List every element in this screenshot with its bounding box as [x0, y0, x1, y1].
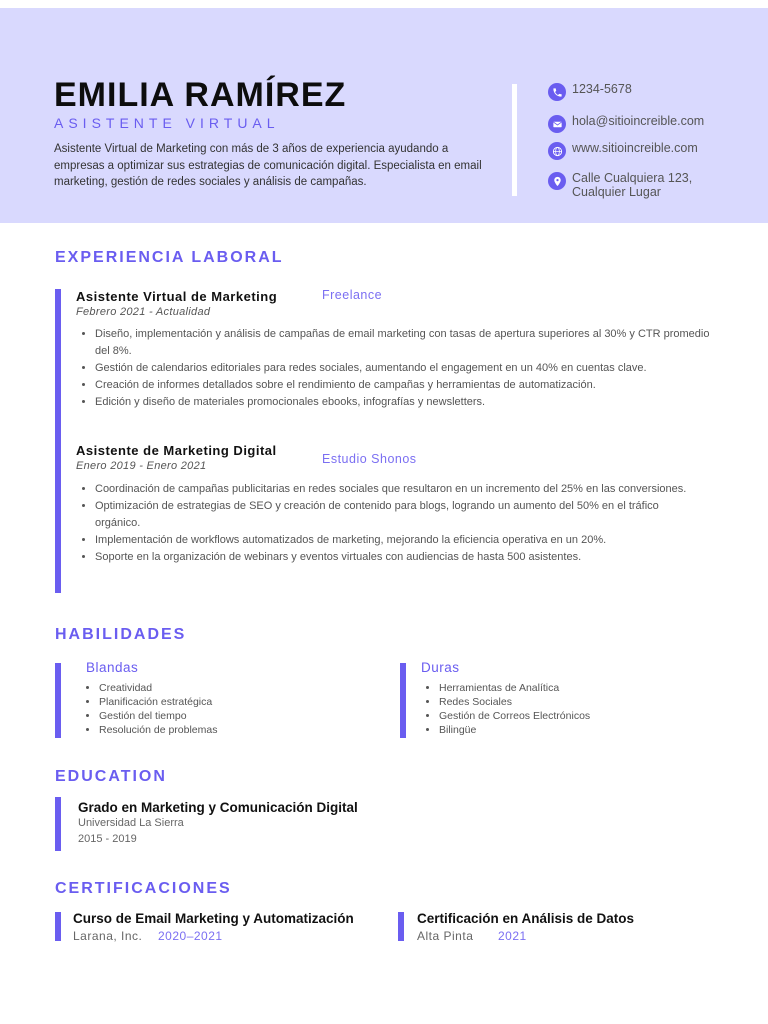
skills-hard-accent-bar	[400, 663, 406, 738]
cert-org: Larana, Inc.	[73, 929, 143, 943]
contact-phone: 1234-5678	[548, 83, 632, 101]
section-title-skills: HABILIDADES	[55, 626, 187, 643]
job-title: Asistente Virtual de Marketing	[76, 289, 278, 304]
list-item: • Planificación estratégica	[99, 695, 217, 709]
list-item: • Gestión de Correos Electrónicos	[439, 709, 590, 723]
experience-accent-bar	[55, 289, 61, 593]
candidate-name: EMILIA RAMÍREZ	[54, 76, 347, 114]
section-title-experience: EXPERIENCIA LABORAL	[55, 249, 284, 266]
job-title: Asistente de Marketing Digital	[76, 443, 277, 458]
list-item: • Diseño, implementación y análisis de campañas de email marketing con tasas de apertura superiores al 30% y CTR promedio del 8%.	[95, 326, 715, 360]
list-item: • Redes Sociales	[439, 695, 590, 709]
section-title-certifications: CERTIFICACIONES	[55, 880, 232, 897]
list-item: • Coordinación de campañas publicitarias en redes sociales que resultaron en un incremento del 25% en las conversiones.	[95, 481, 705, 498]
cert-title: Certificación en Análisis de Datos	[417, 911, 635, 926]
list-item: • Herramientas de Analítica	[439, 681, 590, 695]
contact-website[interactable]: www.sitioincreible.com	[548, 142, 698, 160]
job-date: Enero 2019 - Enero 2021	[76, 460, 207, 472]
skills-soft-accent-bar	[55, 663, 61, 738]
cert-org: Alta Pinta	[417, 929, 474, 943]
job-date: Febrero 2021 - Actualidad	[76, 306, 211, 318]
list-item: • Implementación de workflows automatizados de marketing, mejorando la eficiencia operativa en un 20%.	[95, 532, 705, 549]
cert-accent-bar	[398, 912, 404, 941]
skills-soft-heading: Blandas	[86, 660, 139, 675]
skills-hard-list	[425, 681, 590, 737]
education-degree: Grado en Marketing y Comunicación Digital	[78, 800, 358, 815]
cert-accent-bar	[55, 912, 61, 941]
education-years: 2015 - 2019	[78, 833, 137, 845]
phone-icon	[548, 83, 566, 101]
list-item: • Soporte en la organización de webinars y eventos virtuales con audiencias de hasta 500 asistentes.	[95, 549, 705, 566]
location-pin-icon	[548, 172, 566, 190]
mail-icon	[548, 115, 566, 133]
header-divider	[512, 84, 517, 196]
section-title-education: EDUCATION	[55, 768, 167, 785]
education-school: Universidad La Sierra	[78, 817, 184, 829]
skills-hard-heading: Duras	[421, 660, 460, 675]
skills-soft-list	[85, 681, 217, 737]
list-item: • Gestión de calendarios editoriales para redes sociales, aumentando el engagement en un 40% en cuentas clave.	[95, 360, 715, 377]
list-item: • Creación de informes detallados sobre el rendimiento de campañas y herramientas de automatización.	[95, 377, 715, 394]
list-item: • Edición y diseño de materiales promocionales ebooks, infografías y newsletters.	[95, 394, 715, 411]
list-item: • Gestión del tiempo	[99, 709, 217, 723]
list-item: • Creatividad	[99, 681, 217, 695]
job-company: Estudio Shonos	[322, 452, 417, 466]
list-item: • Bilingüe	[439, 723, 590, 737]
job-bullets	[76, 481, 705, 566]
cert-year: 2021	[498, 929, 527, 943]
education-accent-bar	[55, 797, 61, 851]
cert-year: 2020–2021	[158, 929, 223, 943]
profile-summary: Asistente Virtual de Marketing con más de 3 años de experiencia ayudando a empresas a optimizar sus estrategias de comunicación digital. Especialista en email marketing, gestión de redes sociales y análisis de campañas.	[54, 143, 482, 188]
job-bullets	[76, 326, 715, 411]
list-item: • Optimización de estrategias de SEO y creación de contenido para blogs, logrando un aumento del 50% en el tráfico orgánico.	[95, 498, 705, 532]
job-company: Freelance	[322, 288, 383, 302]
list-item: • Resolución de problemas	[99, 723, 217, 737]
globe-icon	[548, 142, 566, 160]
contact-address: Calle Cualquiera 123, Cualquier Lugar	[548, 172, 692, 199]
contact-email[interactable]: hola@sitioincreible.com	[548, 115, 704, 133]
cert-title: Curso de Email Marketing y Automatización	[73, 911, 354, 926]
candidate-role: ASISTENTE VIRTUAL	[54, 115, 280, 131]
